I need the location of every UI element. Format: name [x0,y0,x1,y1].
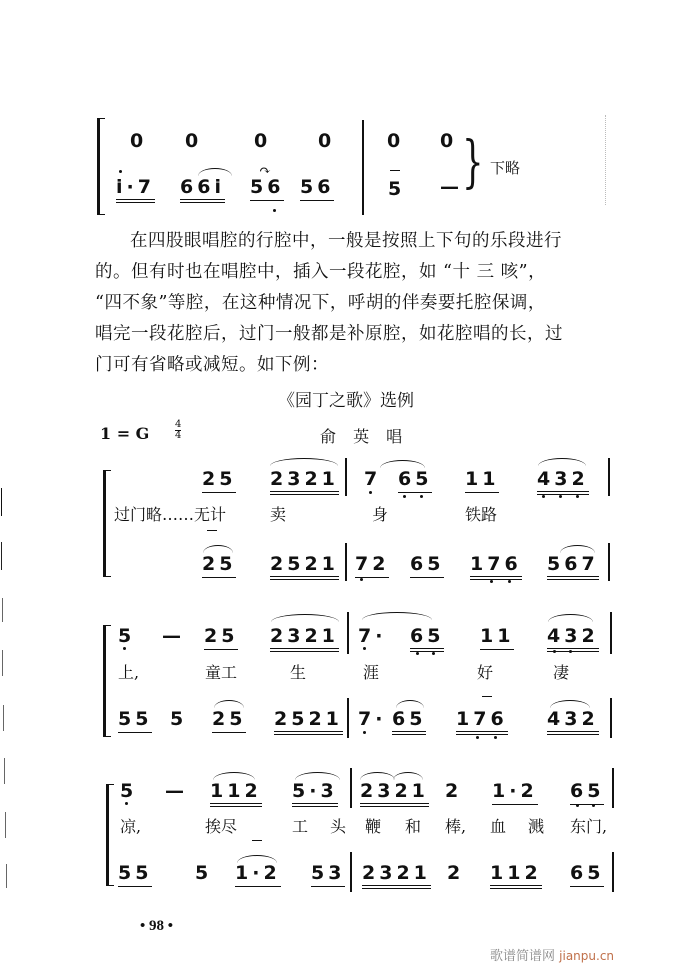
octave-dot [432,652,435,655]
note: 2 [447,862,465,884]
note: 5 [170,708,188,730]
octave-dot [576,804,579,807]
body-paragraph [95,226,615,381]
margin-mark [605,115,607,205]
octave-dot [363,731,366,734]
note-group: 25 [202,468,236,493]
lyric: 上, [118,663,140,682]
slur [360,772,395,780]
lyric: 好 [477,663,494,682]
rest-note: 0 [254,130,272,152]
note: 5 [195,862,213,884]
note-group: 11 [465,468,499,493]
slur [203,545,233,553]
bar-line [350,852,352,892]
scan-edge-line [5,812,6,838]
lyric: 血 [490,817,507,836]
note-group: 65 [570,780,604,805]
note-group: 2321 [362,862,431,889]
ornament [252,840,262,841]
bar-line [345,458,347,496]
lyric: 生 [290,663,307,682]
system-bracket [97,118,105,215]
octave-dot [592,804,595,807]
note-group: 5·3 [292,780,338,807]
lyric: 铁路 [465,505,498,524]
slur [362,612,432,620]
rest-note: 0 [185,130,203,152]
octave-dot [542,495,545,498]
note: 5 [120,780,138,802]
octave-dot [576,495,579,498]
scan-edge-line [2,650,3,676]
note-group: 2521 [274,708,343,735]
slur [393,772,423,780]
note-group: 432 [547,625,599,652]
dash: — [165,780,188,802]
lyric: 头 [330,817,347,836]
note-group: 65 [410,625,444,652]
bar-line [608,543,610,581]
scan-edge-line [1,542,2,570]
octave-dot [123,647,126,650]
lyric: 童工 [205,663,238,682]
scan-edge-line [4,758,5,784]
note-group: 432 [547,708,599,735]
note-group: 65 [392,708,426,735]
octave-dot [494,736,497,739]
slur [550,700,590,708]
octave-dot [420,495,423,498]
octave-dot [508,580,511,583]
note: 7· [358,708,387,730]
watermark-url: jianpu.cn [559,949,615,963]
paragraph-line: 在四股眼唱腔的行腔中，一般是按照上下句的乐段进行 [130,231,562,251]
note-group: 176 [470,553,522,580]
page-number: • 98 • [140,918,174,934]
note-group: 55 [118,708,152,733]
bar-line [345,543,347,581]
slur [295,772,340,780]
lyric: 工 [292,817,309,836]
note-group: 65 [410,553,444,578]
time-signature: 4 4 [175,419,182,441]
system-bracket [103,625,111,737]
note-group: 432 [537,468,589,495]
lyric: 溅 [528,817,545,836]
octave-dot [553,650,556,653]
ornament [482,696,492,697]
scan-edge-line [1,488,2,516]
note: 2 [445,780,463,802]
omitted-note: 下略 [490,159,521,177]
lyric: 鞭 [365,817,382,836]
lyric: 和 [405,817,422,836]
slur [213,772,255,780]
note-group: 2521 [270,553,339,580]
rest-note: 0 [318,130,336,152]
note-group: 2321 [360,780,429,807]
note-group: 72 [355,553,389,578]
paragraph-line: 门可有省略或减短。如下例： [95,355,329,375]
system-bracket [106,784,114,886]
bar-line [362,120,364,215]
octave-dot [416,652,419,655]
ornament [207,530,217,531]
bar-line [610,698,612,738]
note-group: 65 [570,862,604,887]
octave-dot [360,578,363,581]
note-group: 25 [204,625,238,650]
lyric: 东门, [570,817,608,836]
slur [380,460,425,468]
system-bracket [103,470,111,577]
octave-dot [273,209,276,212]
note-group: 11 [480,625,514,650]
slur [560,545,595,553]
note-group: 56 [300,176,334,201]
paragraph-line: 唱完一段花腔后，过门一般都是补原腔，如花腔唱的长，过 [95,324,563,344]
slur [198,168,232,176]
slur [270,458,338,466]
lyric: 身 [372,505,389,524]
rest-note: 0 [387,130,405,152]
note-group: 55 [118,862,152,887]
octave-dot [559,495,562,498]
note-group: 56 [250,176,284,201]
paragraph-line: “四不象”等腔，在这种情况下，呼胡的伴奏要托腔保调， [95,293,546,313]
brace-icon: } [462,130,484,195]
note: 7 [364,468,382,490]
note-group: 25 [212,708,246,733]
bar-line [347,698,349,738]
rest-note: 0 [440,130,458,152]
lyric: 涯 [363,663,380,682]
dash: — [440,176,463,198]
note-group: i·7 [116,176,155,203]
note-group: 567 [547,553,599,580]
octave-dot [569,650,572,653]
scan-edge-line [6,864,7,888]
dash: — [162,625,185,647]
octave-dot [403,495,406,498]
slur [214,700,244,708]
watermark [490,945,614,964]
key-signature: 1 = G [100,424,150,443]
bar-line [612,768,614,808]
octave-dot [369,491,372,494]
note: 5 [388,178,406,200]
slur [548,614,593,622]
slur [396,700,424,708]
note-group: 1·2 [235,862,281,887]
note: 5 [118,625,136,647]
bar-line [347,612,349,654]
note-group: 25 [202,553,236,578]
lyric: 过门略……无计 [114,505,227,524]
octave-dot [125,802,128,805]
lyric: 棒, [445,817,467,836]
ornament [390,170,400,171]
note-group: 1·2 [492,780,538,805]
note-group: 112 [490,862,542,889]
bar-line [610,612,612,654]
bar-line [608,458,610,496]
watermark-cn: 歌谱简谱网 [490,949,556,964]
note-group: 53 [311,862,345,887]
lyric: 卖 [270,505,287,524]
lyric: 凄 [553,663,570,682]
scan-edge-line [2,598,3,622]
slur [271,614,339,622]
bar-line [350,768,352,808]
note: 7· [358,625,387,647]
rest-note: 0 [130,130,148,152]
note-group: 66i [180,176,225,203]
singer-credit: 俞 英 唱 [320,427,409,446]
octave-dot [490,580,493,583]
note-group: 2321 [270,468,339,495]
scan-edge-line [3,705,4,731]
example-title: 《园丁之歌》选例 [278,391,414,411]
note-group: 112 [210,780,262,807]
lyric: 挨尽 [205,817,238,836]
octave-dot [476,736,479,739]
note-group: 65 [398,468,432,493]
octave-dot [363,647,366,650]
note-group: 176 [456,708,508,735]
paragraph-line: 的。但有时也在唱腔中，插入一段花腔，如 “十 三 咳”， [95,262,547,282]
arrow-icon: ↷ [259,163,271,179]
bar-line [612,852,614,892]
slur [538,458,586,466]
octave-dot [119,170,122,173]
lyric: 凉, [120,817,142,836]
note-group: 2321 [270,625,339,652]
